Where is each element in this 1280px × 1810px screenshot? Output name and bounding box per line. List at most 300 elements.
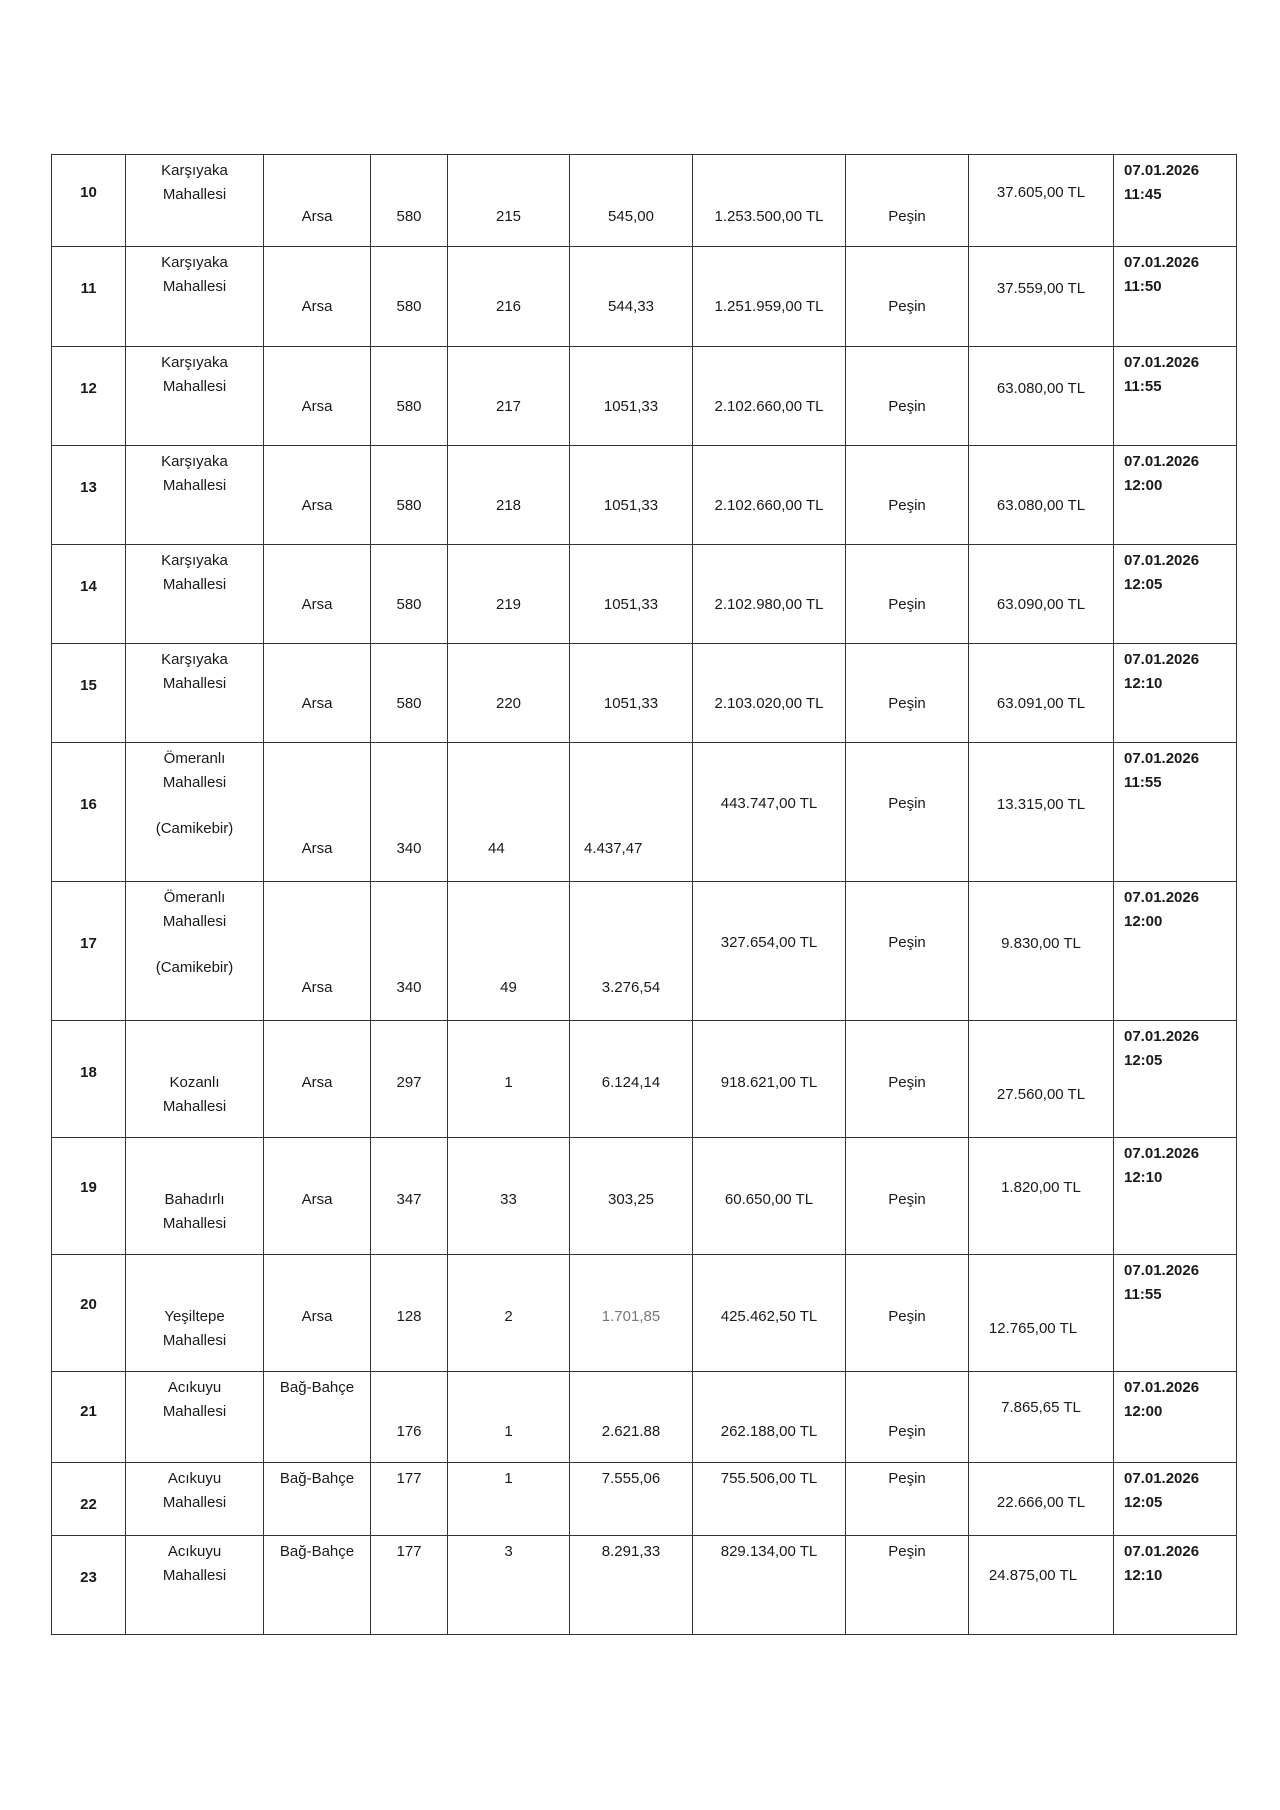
neighborhood-line: Mahallesi [162, 576, 227, 593]
payment-cell [846, 644, 969, 743]
date-time-cell [1114, 1372, 1237, 1463]
neighborhood-line: Acıkuyu [167, 1379, 222, 1396]
row-number: 22 [80, 1496, 97, 1513]
price-cell [693, 1021, 846, 1138]
block-cell [371, 1138, 448, 1255]
property-type: Arsa [301, 208, 333, 225]
table-row [52, 743, 1237, 882]
neighborhood-cell [126, 1021, 264, 1138]
estimated-price: 2.103.020,00 TL [714, 695, 824, 712]
area-cell [570, 1255, 693, 1372]
payment-cell [846, 743, 969, 882]
property-type: Bağ-Bahçe [279, 1470, 355, 1487]
payment-cell [846, 446, 969, 545]
row-number: 15 [80, 677, 97, 694]
auction-date: 07.01.2026 [1124, 889, 1200, 906]
block-number: 340 [396, 840, 422, 857]
auction-date: 07.01.2026 [1124, 254, 1200, 271]
neighborhood-line: Mahallesi [162, 278, 227, 295]
deposit-cell [969, 446, 1114, 545]
block-cell [371, 545, 448, 644]
estimated-price: 2.102.980,00 TL [714, 596, 824, 613]
deposit-cell [969, 1021, 1114, 1138]
auction-time: 11:50 [1124, 278, 1162, 295]
area-m2: 3.276,54 [601, 979, 661, 996]
row-number-cell [52, 882, 126, 1021]
area-cell [570, 1021, 693, 1138]
neighborhood-line: Ömeranlı [163, 750, 226, 767]
block-number: 128 [396, 1308, 422, 1325]
property-type: Arsa [301, 840, 333, 857]
neighborhood-cell [126, 1463, 264, 1536]
parcel-number: 218 [495, 497, 522, 514]
payment-type: Peşin [888, 298, 926, 315]
area-m2: 2.621.88 [601, 1423, 661, 1440]
price-cell [693, 347, 846, 446]
type-cell [264, 1138, 371, 1255]
table-row [52, 1536, 1237, 1635]
row-number: 12 [80, 380, 97, 397]
neighborhood-cell [126, 1138, 264, 1255]
estimated-price: 60.650,00 TL [724, 1191, 814, 1208]
neighborhood-cell [126, 1372, 264, 1463]
neighborhood-cell [126, 882, 264, 1021]
payment-cell [846, 1138, 969, 1255]
deposit-amount: 13.315,00 TL [996, 796, 1086, 813]
type-cell [264, 882, 371, 1021]
payment-type: Peşin [888, 497, 926, 514]
date-time-cell [1114, 882, 1237, 1021]
date-time-cell [1114, 1463, 1237, 1536]
type-cell [264, 1021, 371, 1138]
date-time-cell [1114, 446, 1237, 545]
deposit-cell [969, 1138, 1114, 1255]
deposit-cell [969, 247, 1114, 347]
row-number-cell [52, 743, 126, 882]
date-time-cell [1114, 155, 1237, 247]
row-number: 18 [80, 1064, 97, 1081]
auction-time: 12:05 [1124, 1494, 1163, 1511]
row-number: 10 [80, 184, 97, 201]
table-row [52, 644, 1237, 743]
table-row [52, 1021, 1237, 1138]
auction-time: 12:05 [1124, 576, 1163, 593]
area-m2: 4.437,47 [584, 840, 643, 857]
price-cell [693, 446, 846, 545]
neighborhood-cell [126, 743, 264, 882]
deposit-cell [969, 1372, 1114, 1463]
parcel-number: 44 [488, 840, 505, 857]
row-number: 23 [80, 1569, 97, 1586]
neighborhood-line: Mahallesi [162, 477, 227, 494]
property-sale-table [51, 154, 1237, 1635]
payment-type: Peşin [888, 1470, 926, 1487]
parcel-number: 1 [504, 1423, 513, 1440]
parcel-cell [448, 155, 570, 247]
type-cell [264, 1255, 371, 1372]
block-number: 297 [396, 1074, 422, 1091]
parcel-number: 2 [504, 1308, 513, 1325]
date-time-cell [1114, 1138, 1237, 1255]
payment-cell [846, 1536, 969, 1635]
row-number-cell [52, 155, 126, 247]
area-m2: 1051,33 [603, 596, 659, 613]
payment-cell [846, 1372, 969, 1463]
price-cell [693, 1255, 846, 1372]
auction-date: 07.01.2026 [1124, 1262, 1200, 1279]
row-number: 19 [80, 1179, 97, 1196]
deposit-cell [969, 644, 1114, 743]
neighborhood-line: Mahallesi [162, 1494, 227, 1511]
parcel-number: 33 [500, 1191, 517, 1208]
payment-cell [846, 247, 969, 347]
table-row [52, 545, 1237, 644]
row-number: 17 [80, 935, 97, 952]
neighborhood-line: (Camikebir) [155, 820, 234, 837]
estimated-price: 2.102.660,00 TL [714, 398, 824, 415]
neighborhood-line: Karşıyaka [161, 162, 228, 179]
payment-cell [846, 1255, 969, 1372]
block-number: 177 [396, 1543, 422, 1560]
auction-date: 07.01.2026 [1124, 1379, 1200, 1396]
type-cell [264, 155, 371, 247]
price-cell [693, 743, 846, 882]
row-number: 11 [80, 280, 97, 297]
auction-date: 07.01.2026 [1124, 750, 1200, 767]
neighborhood-cell [126, 247, 264, 347]
price-cell [693, 644, 846, 743]
parcel-number: 220 [495, 695, 522, 712]
parcel-cell [448, 347, 570, 446]
neighborhood-line: Karşıyaka [161, 453, 228, 470]
price-cell [693, 1536, 846, 1635]
payment-cell [846, 882, 969, 1021]
payment-type: Peşin [888, 398, 926, 415]
payment-type: Peşin [888, 1074, 926, 1091]
price-cell [693, 882, 846, 1021]
deposit-amount: 63.080,00 TL [996, 497, 1086, 514]
estimated-price: 262.188,00 TL [720, 1423, 818, 1440]
parcel-cell [448, 1021, 570, 1138]
neighborhood-cell [126, 446, 264, 545]
payment-cell [846, 545, 969, 644]
date-time-cell [1114, 545, 1237, 644]
parcel-cell [448, 545, 570, 644]
auction-date: 07.01.2026 [1124, 1145, 1200, 1162]
neighborhood-line: Mahallesi [162, 1215, 227, 1232]
neighborhood-line: Mahallesi [162, 1098, 227, 1115]
payment-type: Peşin [888, 934, 926, 951]
price-cell [693, 1372, 846, 1463]
deposit-amount: 1.820,00 TL [1001, 1179, 1081, 1196]
property-type: Arsa [301, 979, 333, 996]
area-cell [570, 155, 693, 247]
deposit-amount: 27.560,00 TL [996, 1086, 1086, 1103]
block-number: 580 [396, 596, 422, 613]
area-cell [570, 743, 693, 882]
area-cell [570, 347, 693, 446]
date-time-cell [1114, 743, 1237, 882]
neighborhood-cell [126, 347, 264, 446]
parcel-cell [448, 1463, 570, 1536]
row-number: 20 [80, 1296, 97, 1313]
neighborhood-line: Karşıyaka [161, 651, 228, 668]
date-time-cell [1114, 1536, 1237, 1635]
property-type: Arsa [301, 298, 333, 315]
area-cell [570, 882, 693, 1021]
payment-cell [846, 1021, 969, 1138]
block-number: 580 [396, 497, 422, 514]
row-number-cell [52, 247, 126, 347]
row-number-cell [52, 1138, 126, 1255]
price-cell [693, 1138, 846, 1255]
area-m2: 545,00 [608, 208, 654, 225]
neighborhood-cell [126, 545, 264, 644]
block-cell [371, 644, 448, 743]
neighborhood-line: Bahadırlı [164, 1191, 225, 1208]
auction-date: 07.01.2026 [1124, 162, 1200, 179]
auction-time: 12:10 [1124, 1169, 1163, 1186]
auction-date: 07.01.2026 [1124, 1543, 1200, 1560]
estimated-price: 755.506,00 TL [720, 1470, 818, 1487]
estimated-price: 425.462,50 TL [720, 1308, 818, 1325]
type-cell [264, 1536, 371, 1635]
area-cell [570, 247, 693, 347]
block-cell [371, 1536, 448, 1635]
payment-type: Peşin [888, 695, 926, 712]
deposit-cell [969, 545, 1114, 644]
block-number: 347 [396, 1191, 422, 1208]
area-cell [570, 545, 693, 644]
deposit-cell [969, 882, 1114, 1021]
estimated-price: 1.251.959,00 TL [714, 298, 824, 315]
block-cell [371, 347, 448, 446]
auction-time: 12:10 [1124, 1567, 1163, 1584]
neighborhood-line: Acıkuyu [167, 1470, 222, 1487]
auction-time: 11:45 [1124, 186, 1162, 203]
row-number-cell [52, 1021, 126, 1138]
block-number: 177 [396, 1470, 422, 1487]
area-m2: 1051,33 [603, 695, 659, 712]
auction-date: 07.01.2026 [1124, 354, 1200, 371]
auction-time: 12:05 [1124, 1052, 1163, 1069]
auction-date: 07.01.2026 [1124, 1028, 1200, 1045]
row-number: 13 [80, 479, 97, 496]
neighborhood-cell [126, 1536, 264, 1635]
table-row [52, 155, 1237, 247]
deposit-cell [969, 347, 1114, 446]
auction-time: 12:00 [1124, 477, 1163, 494]
parcel-cell [448, 1255, 570, 1372]
row-number-cell [52, 644, 126, 743]
neighborhood-line: Mahallesi [162, 1332, 227, 1349]
block-number: 580 [396, 695, 422, 712]
property-type: Arsa [301, 1191, 333, 1208]
payment-cell [846, 347, 969, 446]
neighborhood-line: Yeşiltepe [164, 1308, 225, 1325]
type-cell [264, 1372, 371, 1463]
block-number: 580 [396, 208, 422, 225]
estimated-price: 829.134,00 TL [720, 1543, 818, 1560]
estimated-price: 443.747,00 TL [720, 795, 818, 812]
row-number-cell [52, 347, 126, 446]
block-number: 580 [396, 398, 422, 415]
neighborhood-line: Ömeranlı [163, 889, 226, 906]
row-number-cell [52, 545, 126, 644]
property-type: Bağ-Bahçe [279, 1543, 355, 1560]
price-cell [693, 1463, 846, 1536]
parcel-cell [448, 1138, 570, 1255]
parcel-number: 217 [495, 398, 522, 415]
parcel-cell [448, 1372, 570, 1463]
block-cell [371, 1021, 448, 1138]
area-m2: 303,25 [608, 1191, 654, 1208]
type-cell [264, 743, 371, 882]
type-cell [264, 247, 371, 347]
deposit-amount: 63.091,00 TL [996, 695, 1086, 712]
neighborhood-line: Mahallesi [162, 774, 227, 791]
neighborhood-cell [126, 644, 264, 743]
table-row [52, 1372, 1237, 1463]
neighborhood-cell [126, 155, 264, 247]
auction-date: 07.01.2026 [1124, 552, 1200, 569]
block-cell [371, 1463, 448, 1536]
block-cell [371, 155, 448, 247]
block-cell [371, 743, 448, 882]
area-m2: 1051,33 [603, 497, 659, 514]
neighborhood-line: Mahallesi [162, 1403, 227, 1420]
deposit-cell [969, 155, 1114, 247]
date-time-cell [1114, 644, 1237, 743]
deposit-amount: 63.080,00 TL [996, 380, 1086, 397]
area-cell [570, 1463, 693, 1536]
area-cell [570, 1536, 693, 1635]
auction-time: 11:55 [1124, 378, 1162, 395]
row-number-cell [52, 1463, 126, 1536]
property-type: Arsa [301, 497, 333, 514]
property-type: Arsa [301, 596, 333, 613]
type-cell [264, 545, 371, 644]
neighborhood-line: Karşıyaka [161, 254, 228, 271]
area-m2: 1051,33 [603, 398, 659, 415]
payment-type: Peşin [888, 596, 926, 613]
block-cell [371, 446, 448, 545]
auction-date: 07.01.2026 [1124, 453, 1200, 470]
block-number: 580 [396, 298, 422, 315]
table-row [52, 247, 1237, 347]
payment-type: Peşin [888, 1191, 926, 1208]
property-type: Arsa [301, 1308, 333, 1325]
deposit-amount: 24.875,00 TL [988, 1567, 1078, 1584]
date-time-cell [1114, 1255, 1237, 1372]
auction-time: 11:55 [1124, 774, 1162, 791]
deposit-amount: 7.865,65 TL [1001, 1399, 1081, 1416]
property-type: Arsa [301, 398, 333, 415]
price-cell [693, 155, 846, 247]
parcel-cell [448, 247, 570, 347]
parcel-cell [448, 743, 570, 882]
payment-type: Peşin [888, 1308, 926, 1325]
area-cell [570, 1138, 693, 1255]
area-m2: 6.124,14 [601, 1074, 661, 1091]
payment-cell [846, 155, 969, 247]
date-time-cell [1114, 247, 1237, 347]
estimated-price: 918.621,00 TL [720, 1074, 818, 1091]
row-number-cell [52, 1372, 126, 1463]
row-number: 14 [80, 578, 97, 595]
parcel-number: 215 [495, 208, 522, 225]
block-number: 340 [396, 979, 422, 996]
payment-type: Peşin [888, 795, 926, 812]
auction-time: 11:55 [1124, 1286, 1162, 1303]
area-m2: 544,33 [608, 298, 654, 315]
neighborhood-line: Mahallesi [162, 675, 227, 692]
parcel-cell [448, 882, 570, 1021]
parcel-number: 219 [495, 596, 522, 613]
date-time-cell [1114, 347, 1237, 446]
deposit-cell [969, 743, 1114, 882]
auction-time: 12:00 [1124, 1403, 1163, 1420]
parcel-number: 216 [495, 298, 522, 315]
auction-time: 12:00 [1124, 913, 1163, 930]
deposit-amount: 12.765,00 TL [988, 1320, 1078, 1337]
row-number-cell [52, 1255, 126, 1372]
payment-type: Peşin [888, 1423, 926, 1440]
area-cell [570, 1372, 693, 1463]
deposit-amount: 37.605,00 TL [996, 184, 1086, 201]
parcel-cell [448, 644, 570, 743]
area-m2: 1.701,85 [601, 1308, 661, 1325]
payment-type: Peşin [888, 1543, 926, 1560]
block-cell [371, 1255, 448, 1372]
neighborhood-line: Mahallesi [162, 1567, 227, 1584]
table-row [52, 1255, 1237, 1372]
estimated-price: 1.253.500,00 TL [714, 208, 824, 225]
neighborhood-line: Acıkuyu [167, 1543, 222, 1560]
table-row [52, 882, 1237, 1021]
parcel-number: 1 [504, 1074, 513, 1091]
neighborhood-line: Kozanlı [169, 1074, 220, 1091]
property-type: Bağ-Bahçe [279, 1379, 355, 1396]
type-cell [264, 446, 371, 545]
row-number-cell [52, 446, 126, 545]
type-cell [264, 644, 371, 743]
deposit-amount: 9.830,00 TL [1001, 935, 1081, 952]
table-row [52, 1463, 1237, 1536]
neighborhood-line: Karşıyaka [161, 354, 228, 371]
neighborhood-line: Mahallesi [162, 186, 227, 203]
neighborhood-line: Mahallesi [162, 913, 227, 930]
payment-type: Peşin [888, 208, 926, 225]
deposit-cell [969, 1536, 1114, 1635]
type-cell [264, 347, 371, 446]
property-type: Arsa [301, 1074, 333, 1091]
neighborhood-line: (Camikebir) [155, 959, 234, 976]
row-number: 21 [80, 1403, 97, 1420]
neighborhood-line: Karşıyaka [161, 552, 228, 569]
parcel-number: 3 [504, 1543, 513, 1560]
estimated-price: 2.102.660,00 TL [714, 497, 824, 514]
table-row [52, 1138, 1237, 1255]
deposit-cell [969, 1255, 1114, 1372]
block-number: 176 [396, 1423, 422, 1440]
deposit-amount: 22.666,00 TL [996, 1494, 1086, 1511]
area-m2: 7.555,06 [601, 1470, 661, 1487]
area-m2: 8.291,33 [601, 1543, 661, 1560]
area-cell [570, 644, 693, 743]
type-cell [264, 1463, 371, 1536]
block-cell [371, 882, 448, 1021]
